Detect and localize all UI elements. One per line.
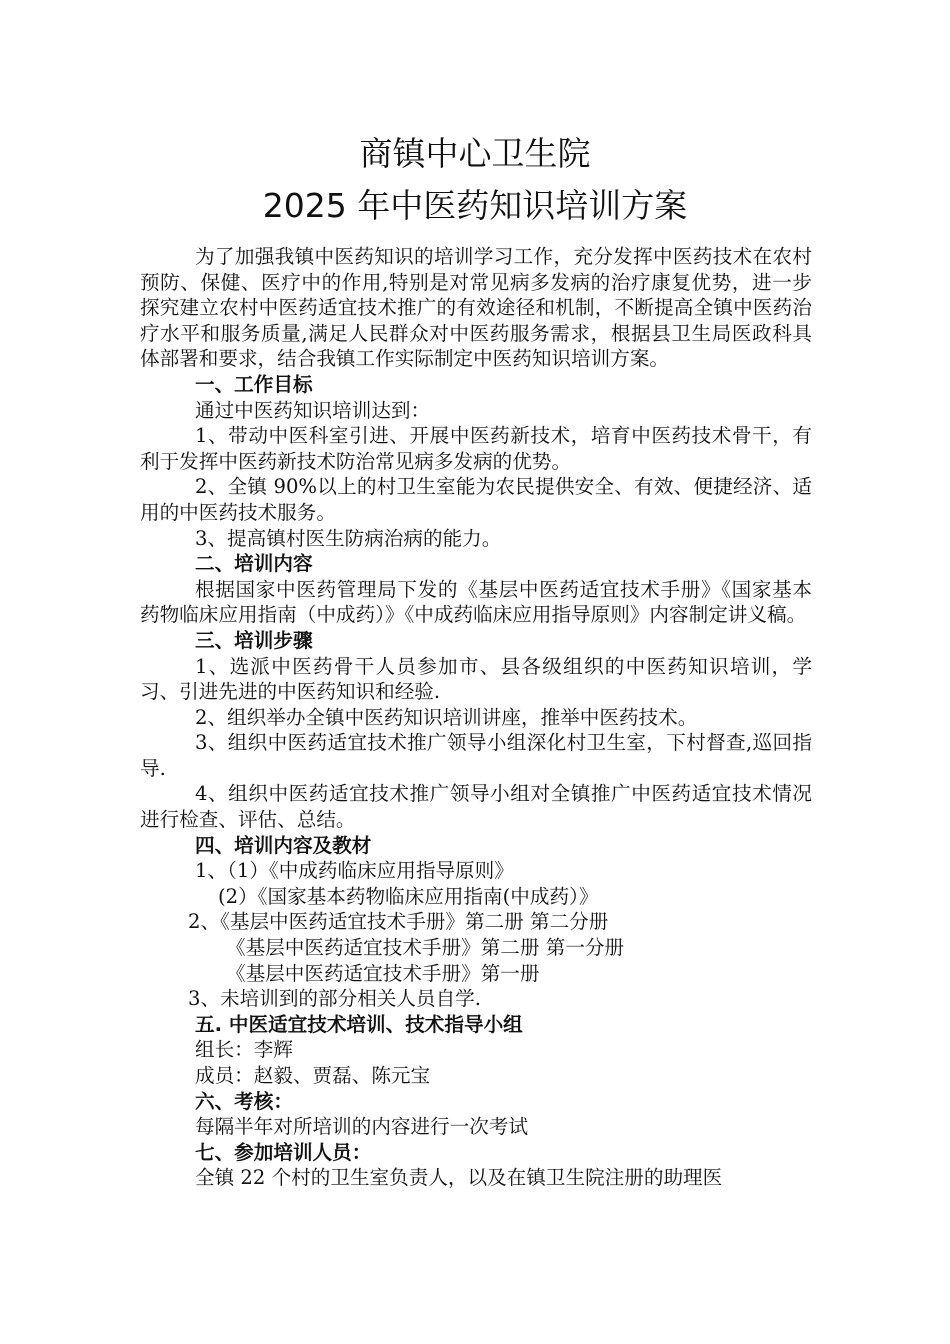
section-6-heading: 六、考核： [195,1089,293,1113]
section-4-line-1: 1、（1）《中成药临床应用指导原则》 [195,859,514,883]
section-4-line-3: 2、《基层中医药适宜技术手册》第二册 第二分册 [188,910,609,934]
section-7-text: 全镇 22 个村的卫生室负责人，以及在镇卫生院注册的助理医 [195,1166,723,1190]
section-2-heading: 二、培训内容 [195,552,313,576]
section-4-line-5: 《基层中医药适宜技术手册》第一册 [226,961,540,985]
section-1-item-2: 2、全镇 90%以上的村卫生室能为农民提供安全、有效、便捷经济、适用的中医药技术服务。 [140,475,812,524]
section-1-lead: 通过中医药知识培训达到： [195,398,431,422]
section-6-text: 每隔半年对所培训的内容进行一次考试 [195,1115,529,1139]
section-4-line-2: (2）《国家基本药物临床应用指南(中成药）》 [218,884,599,908]
section-3-heading: 三、培训步骤 [195,628,313,652]
section-3-item-3: 3、组织中医药适宜技术推广领导小组深化村卫生室，下村督查,巡回指导. [140,731,812,780]
section-5-members: 成员：赵毅、贾磊、陈元宝 [195,1064,431,1087]
section-1-item-3: 3、提高镇村医生防病治病的能力。 [195,526,502,550]
section-4-line-4: 《基层中医药适宜技术手册》第二册 第一分册 [226,936,625,960]
document-body [140,244,812,1191]
document-title-line-2: 2025 年中医药知识培训方案 [262,186,688,225]
section-3-item-1: 1、选派中医药骨干人员参加市、县各级组织的中医药知识培训，学习、引进先进的中医药知识和经验. [140,654,812,704]
section-1-item-1: 1、带动中医科室引进、开展中医药新技术，培育中医药技术骨干，有利于发挥中医药新技术防治常见病多发病的优势。 [140,424,812,473]
section-5-leader: 组长：李辉 [195,1038,293,1062]
section-5-heading: 五. 中医适宜技术培训、技术指导小组 [195,1012,523,1036]
section-4-line-6: 3、未培训到的部分相关人员自学. [188,987,482,1011]
intro-paragraph: 为了加强我镇中医药知识的培训学习工作，充分发挥中医药技术在农村预防、保健、医疗中的作用,特别是对常见病多发病的治疗康复优势，进一步探究建立农村中医药适宜技术推广的有效途径和机制，不断提高全镇中医药治疗水平和服务质量,满足人民群众对中医药服务需求，根据县卫生局医政科具体部署和要求，结合我镇工作实际制定中医药知识培训方案。 [140,245,812,371]
document-title-line-1: 商镇中心卫生院 [359,134,591,173]
section-1-heading: 一、工作目标 [195,372,313,396]
section-7-heading: 七、参加培训人员： [195,1140,372,1164]
section-3-item-4: 4、组织中医药适宜技术推广领导小组对全镇推广中医药适宜技术情况进行检查、评估、总结。 [140,782,812,832]
section-4-heading: 四、培训内容及教材 [195,833,372,857]
section-2-text: 根据国家中医药管理局下发的《基层中医药适宜技术手册》《国家基本药物临床应用指南（中成药）》《中成药临床应用指导原则》内容制定讲义稿。 [140,577,812,627]
section-3-item-2: 2、组织举办全镇中医药知识培训讲座，推举中医药技术。 [195,705,698,729]
